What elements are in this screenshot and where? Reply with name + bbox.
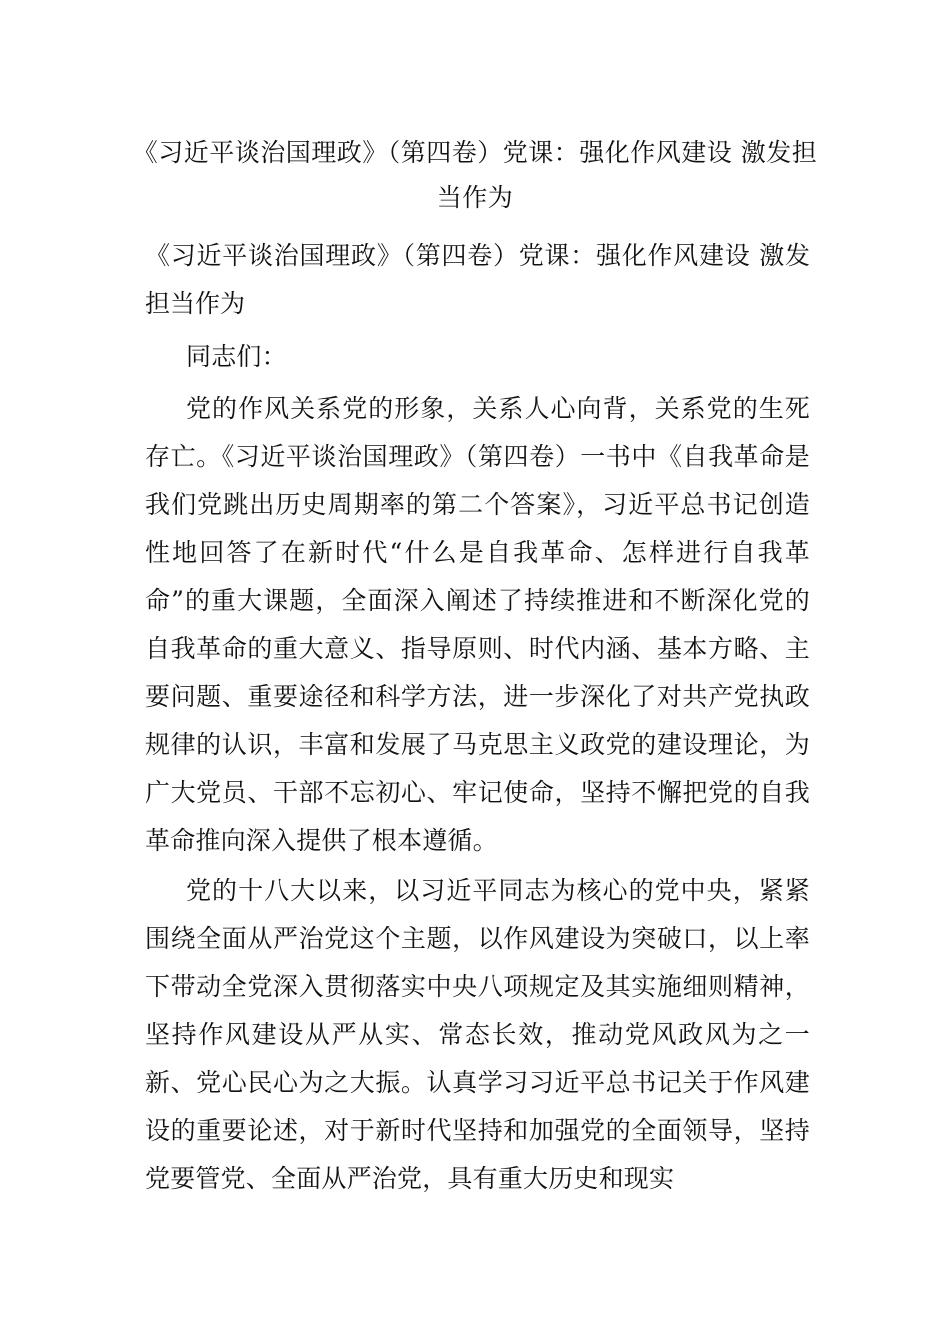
document-subtitle: 《习近平谈治国理政》（第四卷）党课：强化作风建设 激发担当作为: [145, 241, 810, 318]
document-body: [145, 333, 810, 1205]
document-title: 《习近平谈治国理政》（第四卷）党课：强化作风建设 激发担当作为: [132, 138, 818, 212]
greeting-paragraph: 同志们：: [186, 342, 287, 371]
body-paragraph-1: 党的作风关系党的形象，关系人心向背，关系党的生死存亡。《习近平谈治国理政》（第四卷）一书中《自我革命是我们党跳出历史周期率的第二个答案》，习近平总书记创造性地回答了在新时代“什么是自我革命、怎样进行自我革命”的重大课题，全面深入阐述了持续推进和不断深化党的自我革命的重大意义、指导原则、时代内涵、基本方略、主要问题、重要途径和科学方法，进一步深化了对共产党执政规律的认识，丰富和发展了马克思主义政党的建设理论，为广大党员、干部不忘初心、牢记使命，坚持不懈把党的自我革命推向深入提供了根本遵循。: [145, 394, 810, 855]
body-paragraph-2: 党的十八大以来，以习近平同志为核心的党中央，紧紧围绕全面从严治党这个主题，以作风建设为突破口，以上率下带动全党深入贯彻落实中央八项规定及其实施细则精神，坚持作风建设从严从实、常态长效，推动党风政风为之一新、党心民心为之大振。认真学习习近平总书记关于作风建设的重要论述，对于新时代坚持和加强党的全面领导，坚持党要管党、全面从严治党，具有重大历史和现实: [145, 876, 810, 1193]
